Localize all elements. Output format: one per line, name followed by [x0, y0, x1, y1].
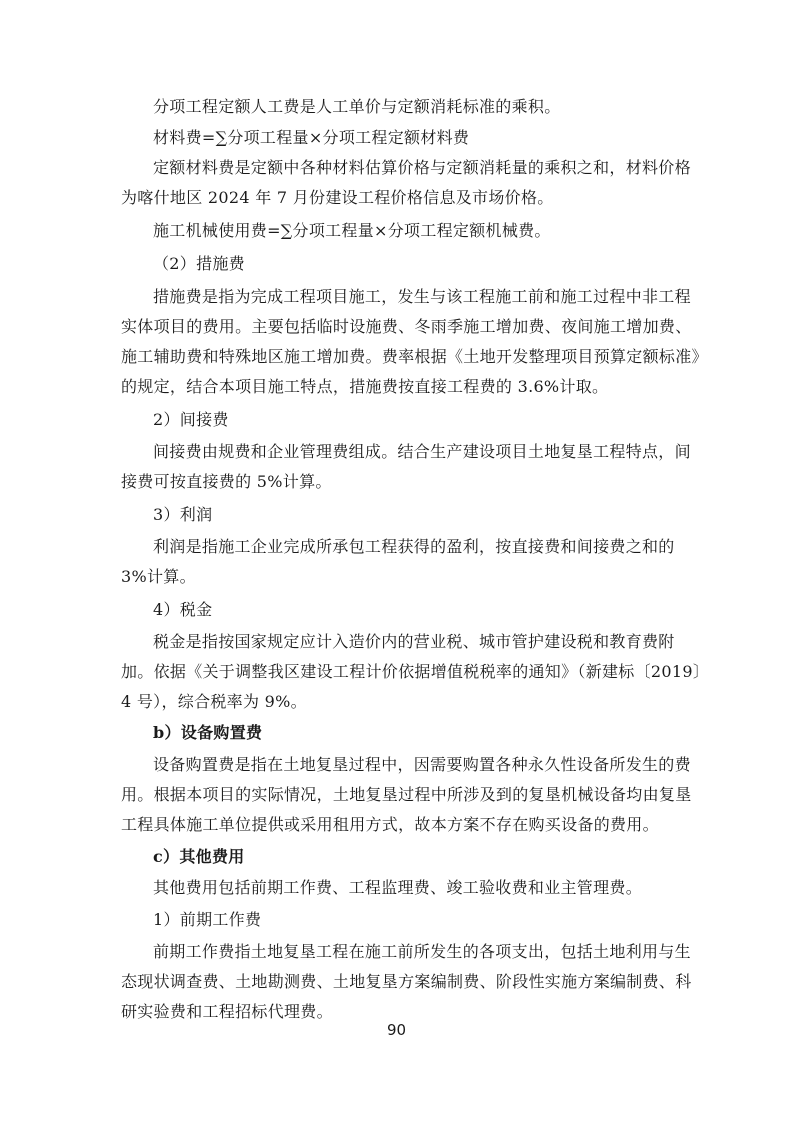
text-line: 分项工程定额人工费是人工单价与定额消耗标准的乘积。: [153, 97, 561, 116]
text-line: 4 号），综合税率为 9%。: [121, 692, 307, 711]
text-line: 材料费=∑分项工程量×分项工程定额材料费: [153, 128, 470, 147]
page-number: 90: [386, 1021, 407, 1039]
text-line: 施工机械使用费=∑分项工程量×分项工程定额机械费。: [153, 221, 551, 240]
section-heading: 3）利润: [153, 505, 213, 524]
text-line: 3%计算。: [121, 567, 196, 586]
text-line: 为喀什地区 2024 年 7 月份建设工程价格信息及市场价格。: [121, 188, 554, 207]
text-line: 税金是指按国家规定应计入造价内的营业税、城市管护建设税和教育费附: [153, 632, 675, 651]
text-line: 的规定，结合本项目施工特点，措施费按直接工程费的 3.6%计取。: [121, 377, 609, 396]
text-line: 其他费用包括前期工作费、工程监理费、竣工验收费和业主管理费。: [153, 878, 643, 897]
text-line: 间接费由规费和企业管理费组成。结合生产建设项目土地复垦工程特点，间: [153, 442, 691, 461]
text-line: 态现状调查费、土地勘测费、土地复垦方案编制费、阶段性实施方案编制费、科: [121, 972, 692, 991]
text-line: 定额材料费是定额中各种材料估算价格与定额消耗量的乘积之和，材料价格: [153, 158, 691, 177]
text-line: 加。依据《关于调整我区建设工程计价依据增值税税率的通知》（新建标〔2019〕: [121, 662, 710, 681]
section-heading: 1）前期工作费: [153, 910, 262, 929]
text-line: 用。根据本项目的实际情况，土地复垦过程中所涉及到的复垦机械设备均由复垦: [121, 785, 692, 804]
text-line: 接费可按直接费的 5%计算。: [121, 472, 332, 491]
text-line: 施工辅助费和特殊地区施工增加费。费率根据《土地开发整理项目预算定额标准》: [121, 347, 708, 366]
text-line: 前期工作费指土地复垦工程在施工前所发生的各项支出，包括土地利用与生: [153, 942, 691, 961]
text-line: 研实验费和工程招标代理费。: [121, 1002, 333, 1021]
section-heading: 4）税金: [153, 600, 213, 619]
text-line: 措施费是指为完成工程项目施工，发生与该工程施工前和施工过程中非工程: [153, 287, 691, 306]
text-line: 实体项目的费用。主要包括临时设施费、冬雨季施工增加费、夜间施工增加费、: [121, 317, 692, 336]
section-heading: （2）措施费: [153, 254, 245, 273]
section-heading: c）其他费用: [153, 847, 245, 866]
text-line: 设备购置费是指在土地复垦过程中，因需要购置各种永久性设备所发生的费: [153, 755, 691, 774]
section-heading: b）设备购置费: [153, 723, 263, 742]
text-line: 工程具体施工单位提供或采用租用方式，故本方案不存在购买设备的费用。: [121, 815, 659, 834]
section-heading: 2）间接费: [153, 410, 229, 429]
text-line: 利润是指施工企业完成所承包工程获得的盈利，按直接费和间接费之和的: [153, 537, 675, 556]
